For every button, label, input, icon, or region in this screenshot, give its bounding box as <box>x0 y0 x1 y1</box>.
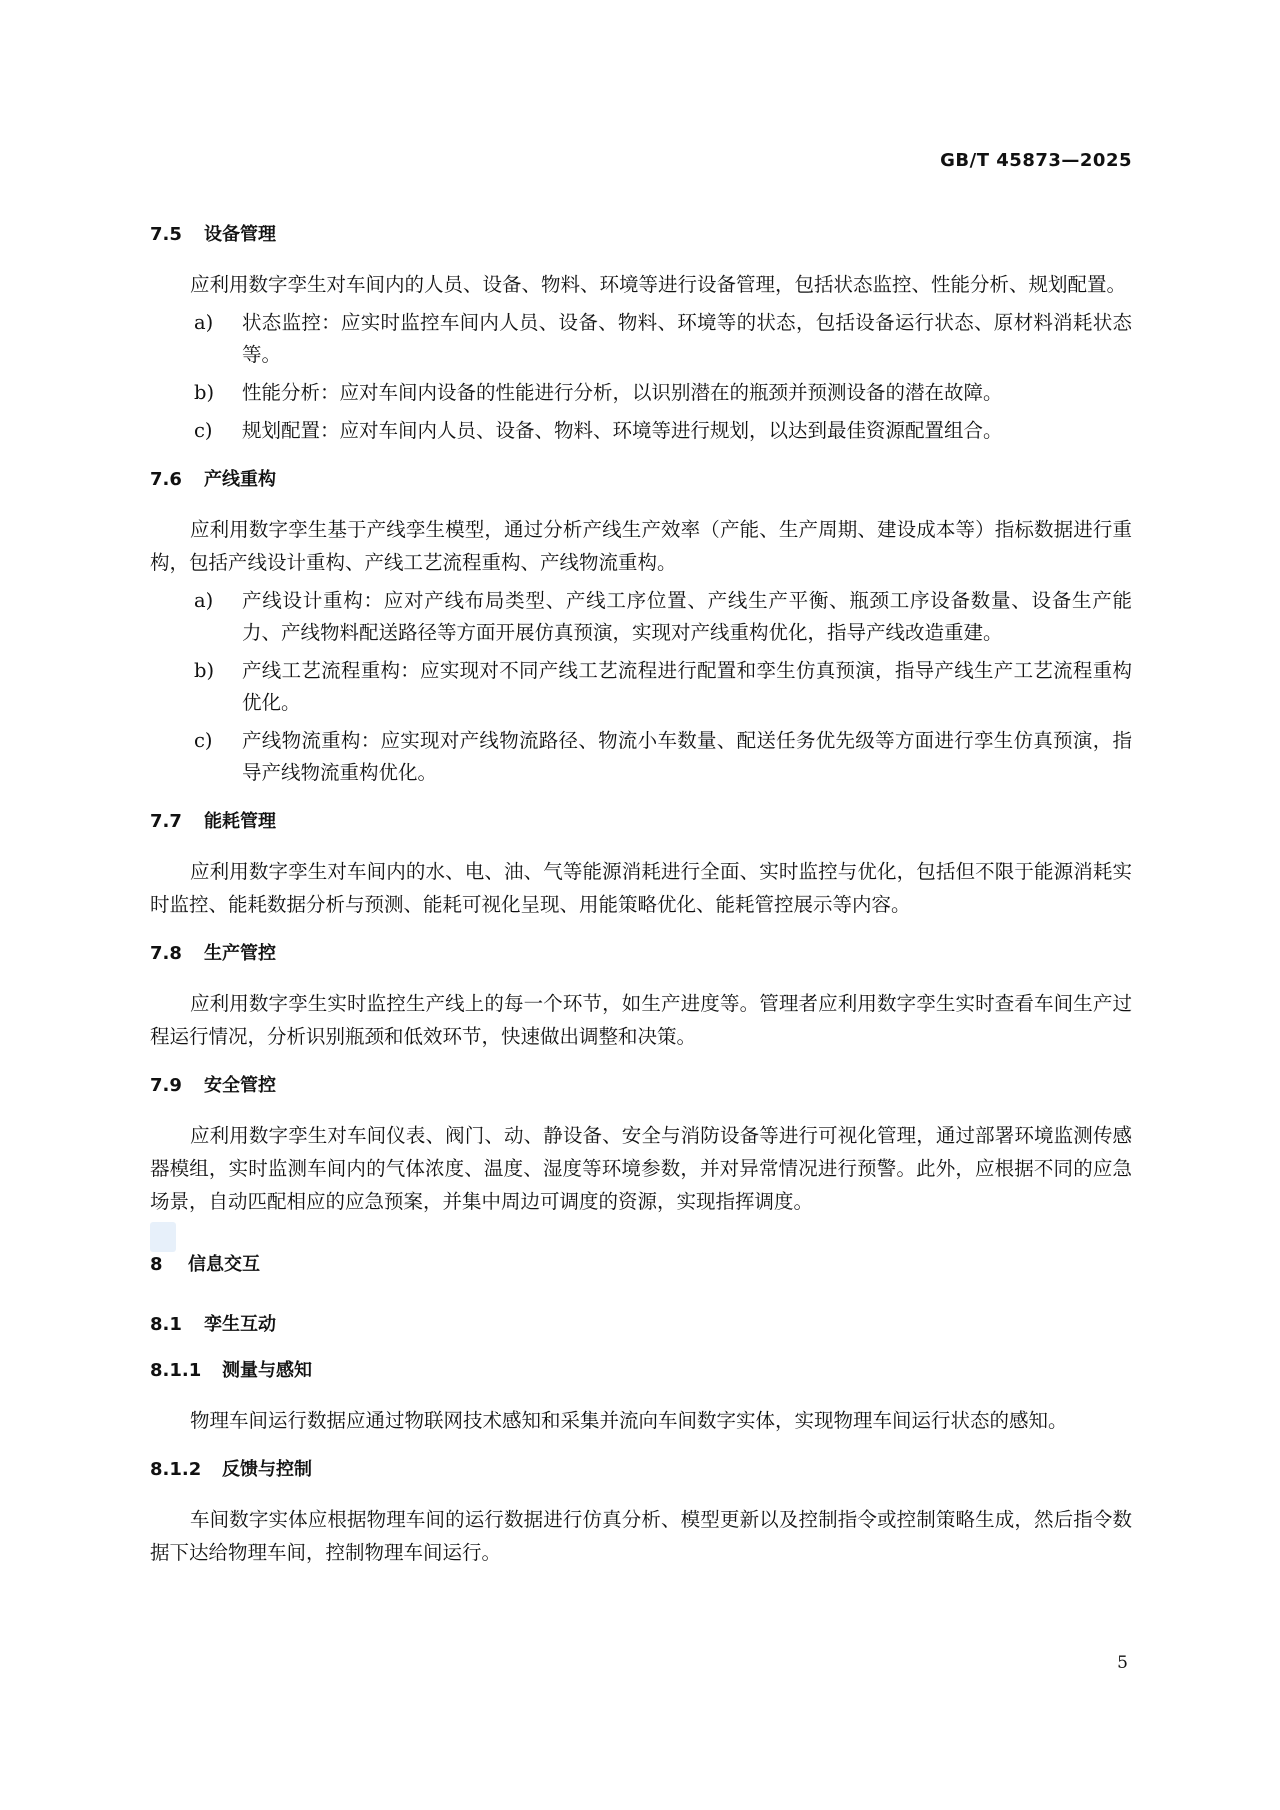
list-marker: b) <box>194 381 215 404</box>
list-item-text: 性能分析：应对车间内设备的性能进行分析，以识别潜在的瓶颈并预测设备的潜在故障。 <box>242 381 1003 404</box>
list-marker: a) <box>194 311 214 334</box>
section-number: 8.1.1 <box>150 1360 202 1381</box>
faint-stamp-mark <box>150 1222 176 1252</box>
section-title: 安全管控 <box>204 1075 276 1096</box>
list-marker: c) <box>194 419 213 442</box>
section-heading-7-8 <box>150 941 1132 967</box>
section-number: 7.7 <box>150 811 182 832</box>
section-title: 设备管理 <box>204 224 276 245</box>
list-marker: b) <box>194 659 215 682</box>
paragraph: 应利用数字孪生基于产线孪生模型，通过分析产线生产效率（产能、生产周期、建设成本等）指标数据进行重构，包括产线设计重构、产线工艺流程重构、产线物流重构。 <box>150 518 1132 574</box>
list-item <box>150 655 1132 719</box>
list-item <box>150 307 1132 371</box>
list-item-text: 产线设计重构：应对产线布局类型、产线工序位置、产线生产平衡、瓶颈工序设备数量、设备生产能力、产线物料配送路径等方面开展仿真预演，实现对产线重构优化，指导产线改造重建。 <box>242 589 1132 644</box>
list-item <box>150 585 1132 649</box>
chapter-title: 信息交互 <box>188 1254 260 1275</box>
paragraph: 应利用数字孪生对车间内的人员、设备、物料、环境等进行设备管理，包括状态监控、性能分析、规划配置。 <box>190 273 1127 296</box>
section-heading-7-7 <box>150 809 1132 835</box>
list-item-text: 产线物流重构：应实现对产线物流路径、物流小车数量、配送任务优先级等方面进行孪生仿真预演，指导产线物流重构优化。 <box>242 729 1132 784</box>
section-heading-8-1-1 <box>150 1358 1132 1384</box>
section-title: 测量与感知 <box>222 1360 312 1381</box>
paragraph: 物理车间运行数据应通过物联网技术感知和采集并流向车间数字实体，实现物理车间运行状态的感知。 <box>190 1409 1068 1432</box>
list-marker: a) <box>194 589 214 612</box>
list-item <box>150 415 1132 447</box>
section-number: 7.9 <box>150 1075 182 1096</box>
list-item-text: 规划配置：应对车间内人员、设备、物料、环境等进行规划，以达到最佳资源配置组合。 <box>242 419 1003 442</box>
section-number: 7.8 <box>150 943 182 964</box>
list-item <box>150 377 1132 409</box>
section-title: 反馈与控制 <box>222 1459 312 1480</box>
section-heading-7-9 <box>150 1073 1132 1099</box>
document-code: GB/T 45873—2025 <box>940 150 1132 171</box>
paragraph: 应利用数字孪生实时监控生产线上的每一个环节，如生产进度等。管理者应利用数字孪生实时查看车间生产过程运行情况，分析识别瓶颈和低效环节，快速做出调整和决策。 <box>150 992 1132 1048</box>
section-title: 孪生互动 <box>204 1314 276 1335</box>
document-body <box>150 222 1132 1569</box>
section-title: 产线重构 <box>204 469 276 490</box>
section-number: 8.1 <box>150 1314 182 1335</box>
section-heading-7-5 <box>150 222 1132 248</box>
paragraph: 应利用数字孪生对车间仪表、阀门、动、静设备、安全与消防设备等进行可视化管理，通过部署环境监测传感器模组，实时监测车间内的气体浓度、温度、湿度等环境参数，并对异常情况进行预警。此外，应根据不同的应急场景，自动匹配相应的应急预案，并集中周边可调度的资源，实现指挥调度。 <box>150 1124 1132 1213</box>
section-heading-8-1 <box>150 1312 1132 1338</box>
section-title: 能耗管理 <box>204 811 276 832</box>
chapter-heading-8 <box>150 1252 1132 1278</box>
list-marker: c) <box>194 729 213 752</box>
chapter-number: 8 <box>150 1254 163 1275</box>
page-number: 5 <box>1117 1653 1128 1673</box>
list-item-text: 产线工艺流程重构：应实现对不同产线工艺流程进行配置和孪生仿真预演，指导产线生产工艺流程重构优化。 <box>242 659 1132 714</box>
section-number: 8.1.2 <box>150 1459 202 1480</box>
section-heading-8-1-2 <box>150 1457 1132 1483</box>
list-item-text: 状态监控：应实时监控车间内人员、设备、物料、环境等的状态，包括设备运行状态、原材料消耗状态等。 <box>242 311 1132 366</box>
section-number: 7.5 <box>150 224 182 245</box>
section-number: 7.6 <box>150 469 182 490</box>
paragraph: 车间数字实体应根据物理车间的运行数据进行仿真分析、模型更新以及控制指令或控制策略生成，然后指令数据下达给物理车间，控制物理车间运行。 <box>150 1508 1132 1564</box>
paragraph: 应利用数字孪生对车间内的水、电、油、气等能源消耗进行全面、实时监控与优化，包括但不限于能源消耗实时监控、能耗数据分析与预测、能耗可视化呈现、用能策略优化、能耗管控展示等内容。 <box>150 860 1132 916</box>
section-heading-7-6 <box>150 467 1132 493</box>
section-title: 生产管控 <box>204 943 276 964</box>
list-item <box>150 725 1132 789</box>
